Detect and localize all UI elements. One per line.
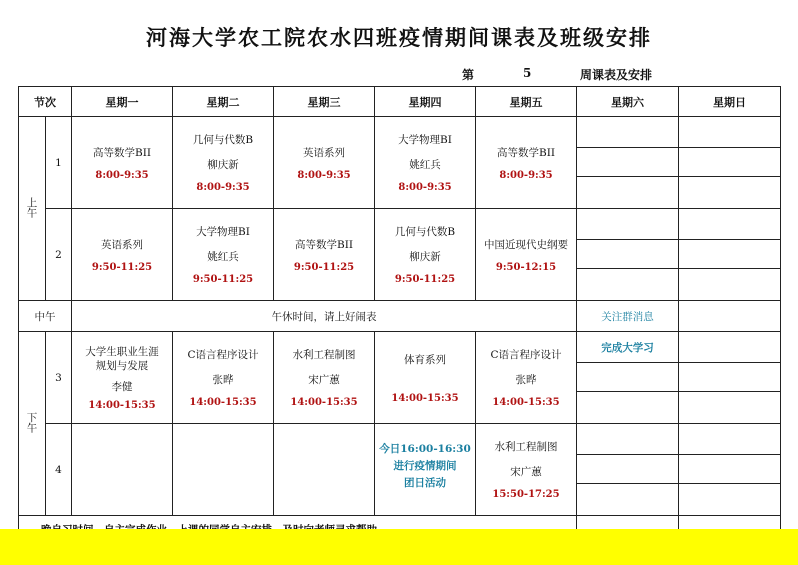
course-cell: 英语系列 9:50-11:25 xyxy=(72,209,173,301)
week-suffix: 周课表及安排 xyxy=(580,68,653,82)
day-header: 星期四 xyxy=(375,87,476,117)
course-cell: 高等数学BII 8:00-9:35 xyxy=(72,117,173,209)
empty-cell xyxy=(577,117,679,209)
slot-number: 2 xyxy=(46,209,72,301)
activity-cell: 今日16:00-16:30 进行疫情期间 团日活动 xyxy=(375,424,476,516)
course-cell: 几何与代数B 柳庆新 9:50-11:25 xyxy=(375,209,476,301)
course-cell: 几何与代数B 柳庆新 8:00-9:35 xyxy=(173,117,274,209)
slot-row-4 xyxy=(19,424,781,516)
day-header: 星期一 xyxy=(72,87,173,117)
week-number: 5 xyxy=(523,66,532,80)
slot-number: 4 xyxy=(46,424,72,516)
empty-cell xyxy=(72,424,173,516)
empty-cell xyxy=(679,209,781,301)
noon-row xyxy=(19,301,781,332)
course-cell: 体育系列 14:00-15:35 xyxy=(375,332,476,424)
course-cell: 英语系列 8:00-9:35 xyxy=(274,117,375,209)
day-header: 星期日 xyxy=(679,87,781,117)
empty-cell xyxy=(577,424,679,516)
empty-cell xyxy=(679,301,781,332)
noon-text: 午休时间，请上好闹表 xyxy=(72,301,577,332)
day-header: 星期二 xyxy=(173,87,274,117)
slot-row-1 xyxy=(19,117,781,209)
saturday-task-cell: 完成大学习 xyxy=(577,332,679,424)
slot-number: 1 xyxy=(46,117,72,209)
period-header: 节次 xyxy=(19,87,72,117)
empty-cell xyxy=(679,117,781,209)
course-cell: 大学生职业生涯规划与发展 李健 14:00-15:35 xyxy=(72,332,173,424)
course-cell: C语言程序设计 张晔 14:00-15:35 xyxy=(476,332,577,424)
course-cell: 高等数学BII 8:00-9:35 xyxy=(476,117,577,209)
day-header: 星期六 xyxy=(577,87,679,117)
course-cell: 水利工程制图 宋广蕙 14:00-15:35 xyxy=(274,332,375,424)
course-cell: 水利工程制图 宋广蕙 15:50-17:25 xyxy=(476,424,577,516)
day-header: 星期五 xyxy=(476,87,577,117)
course-cell: 中国近现代史纲要 9:50-12:15 xyxy=(476,209,577,301)
empty-cell xyxy=(679,332,781,424)
slot-number: 3 xyxy=(46,332,72,424)
schedule-table xyxy=(18,86,781,546)
page-title: 河海大学农工院农水四班疫情期间课表及班级安排 xyxy=(146,25,652,50)
course-cell: 大学物理BI 姚红兵 8:00-9:35 xyxy=(375,117,476,209)
course-cell: C语言程序设计 张晔 14:00-15:35 xyxy=(173,332,274,424)
course-cell: 高等数学BII 9:50-11:25 xyxy=(274,209,375,301)
empty-cell xyxy=(274,424,375,516)
empty-cell xyxy=(577,209,679,301)
morning-label: 上午 xyxy=(19,117,46,301)
yellow-band xyxy=(0,529,798,565)
day-header: 星期三 xyxy=(274,87,375,117)
course-cell: 大学物理BI 姚红兵 9:50-11:25 xyxy=(173,209,274,301)
empty-cell xyxy=(679,424,781,516)
week-prefix: 第 xyxy=(462,68,475,82)
slot-row-3 xyxy=(19,332,781,424)
afternoon-label: 下午 xyxy=(19,332,46,516)
header-row xyxy=(19,87,781,117)
noon-label: 中午 xyxy=(19,301,72,332)
slot-row-2 xyxy=(19,209,781,301)
empty-cell xyxy=(173,424,274,516)
noon-saturday-note: 关注群消息 xyxy=(577,301,679,332)
